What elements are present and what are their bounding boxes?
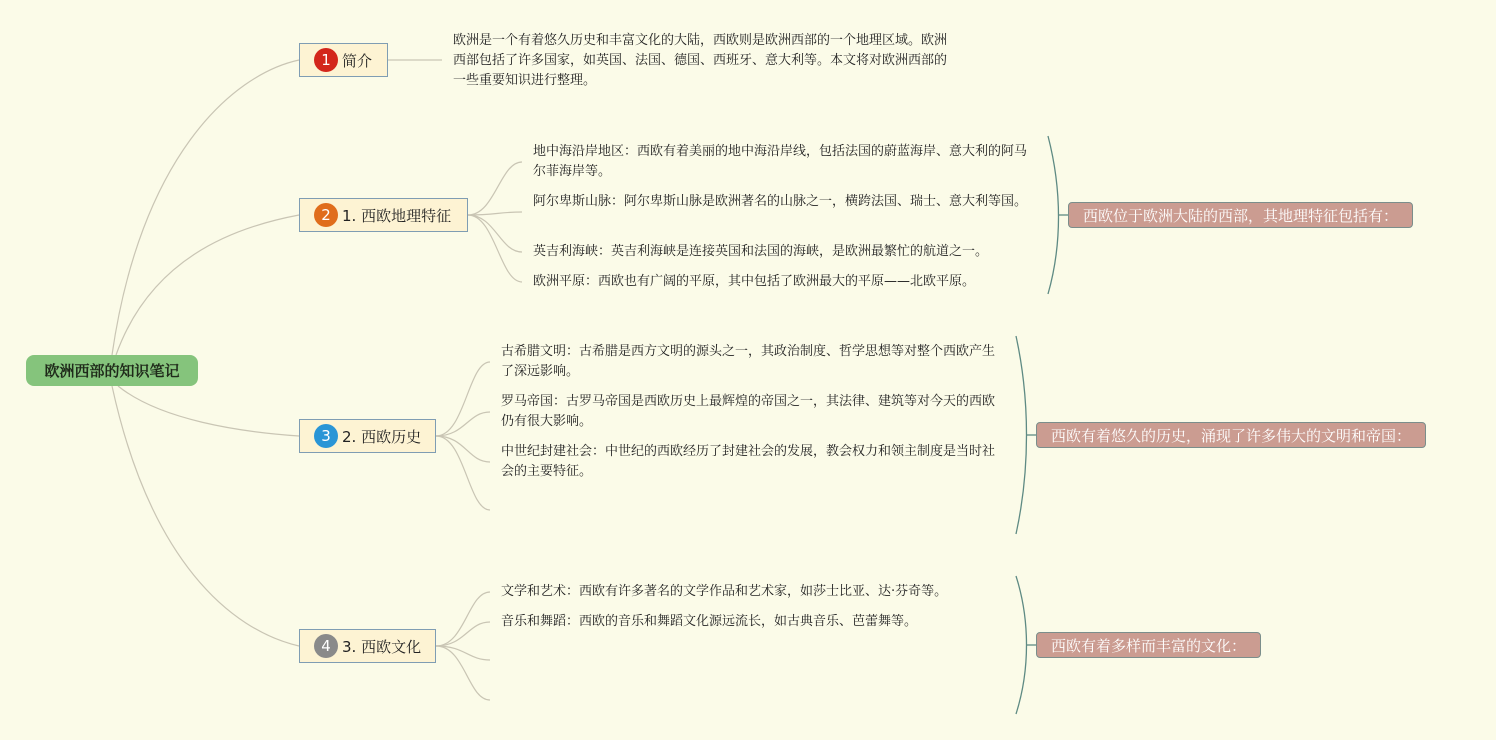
topic-label: 2. 西欧历史: [342, 427, 422, 446]
topic-label: 1. 西欧地理特征: [342, 206, 452, 225]
summary-label: 西欧有着多样而丰富的文化：: [1051, 636, 1247, 655]
number-badge-icon: 4: [314, 634, 338, 658]
topic-label: 3. 西欧文化: [342, 637, 422, 656]
geography-item: 地中海沿岸地区：西欧有着美丽的地中海沿岸线，包括法国的蔚蓝海岸、意大利的阿马尔菲海岸等。: [533, 144, 1028, 179]
history-item: 中世纪封建社会：中世纪的西欧经历了封建社会的发展，教会权力和领主制度是当时社会的主要特征。: [501, 444, 996, 479]
geography-item: 英吉利海峡：英吉利海峡是连接英国和法国的海峡，是欧洲最繁忙的航道之一。: [533, 244, 989, 259]
topic-intro[interactable]: [299, 43, 388, 77]
history-item: 罗马帝国：古罗马帝国是西欧历史上最辉煌的帝国之一，其法律、建筑等对今天的西欧仍有很大影响。: [501, 394, 996, 429]
number-badge-icon: 1: [314, 48, 338, 72]
geography-item: 欧洲平原：西欧也有广阔的平原，其中包括了欧洲最大的平原——北欧平原。: [533, 274, 976, 289]
topic-culture[interactable]: [299, 629, 436, 663]
summary-label: 西欧有着悠久的历史，涌现了许多伟大的文明和帝国：: [1051, 426, 1412, 445]
history-summary[interactable]: [1036, 422, 1426, 448]
number-badge-icon: 2: [314, 203, 338, 227]
intro-text: 欧洲是一个有着悠久历史和丰富文化的大陆，西欧则是欧洲西部的一个地理区域。欧洲西部包括了许多国家，如英国、法国、德国、西班牙、意大利等。本文将对欧洲西部的一些重要知识进行整理。: [453, 33, 948, 88]
number-badge-icon: 3: [314, 424, 338, 448]
history-item: 古希腊文明：古希腊是西方文明的源头之一，其政治制度、哲学思想等对整个西欧产生了深远影响。: [501, 344, 996, 379]
root-node[interactable]: [26, 355, 198, 386]
topic-history[interactable]: [299, 419, 436, 453]
topic-label: 简介: [342, 51, 373, 70]
root-label: 欧洲西部的知识笔记: [44, 362, 180, 380]
culture-item: 音乐和舞蹈：西欧的音乐和舞蹈文化源远流长，如古典音乐、芭蕾舞等。: [501, 614, 918, 629]
topic-geography[interactable]: [299, 198, 468, 232]
culture-item: 文学和艺术：西欧有许多著名的文学作品和艺术家，如莎士比亚、达·芬奇等。: [501, 584, 948, 599]
geography-summary[interactable]: [1068, 202, 1413, 228]
summary-label: 西欧位于欧洲大陆的西部，其地理特征包括有：: [1083, 206, 1399, 225]
geography-item: 阿尔卑斯山脉：阿尔卑斯山脉是欧洲著名的山脉之一，横跨法国、瑞士、意大利等国。: [533, 194, 1028, 209]
culture-summary[interactable]: [1036, 632, 1261, 658]
